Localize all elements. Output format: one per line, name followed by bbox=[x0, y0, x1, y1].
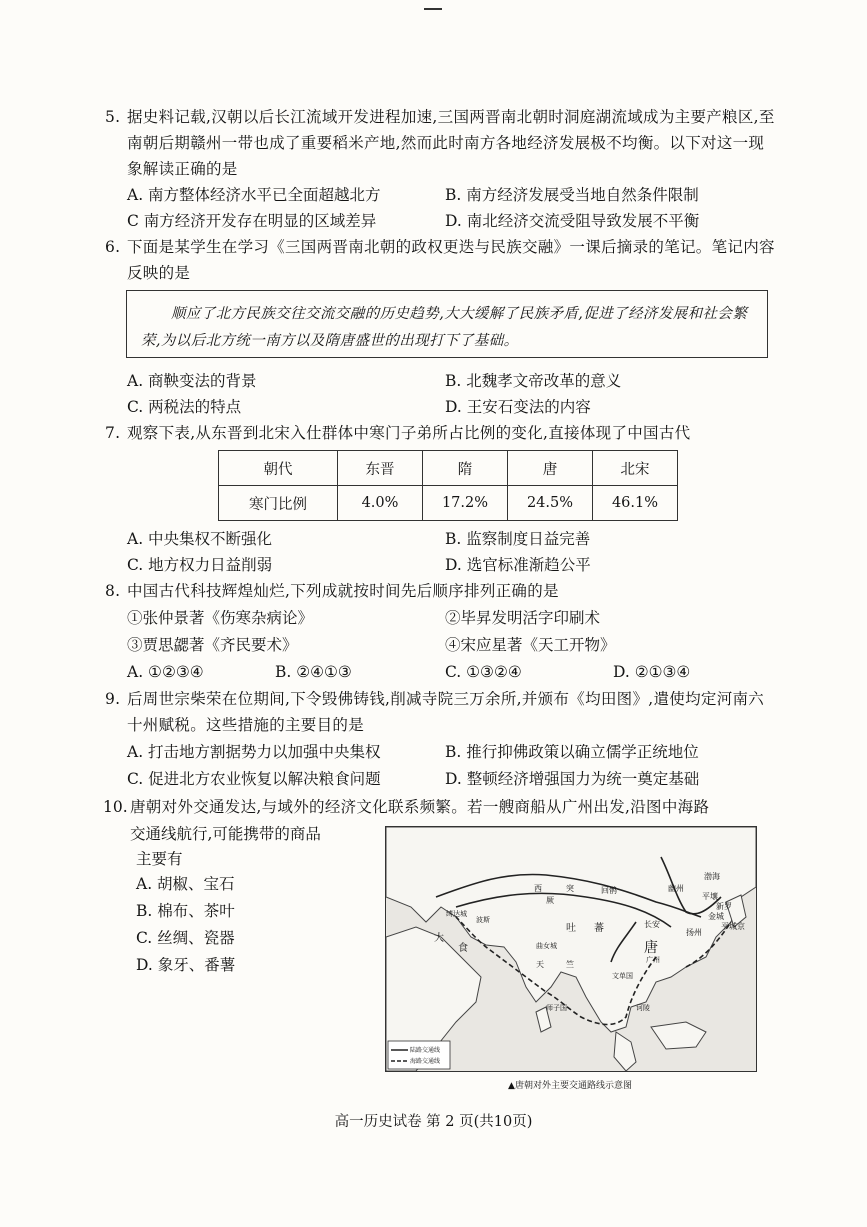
table-header-cell: 东晋 bbox=[338, 451, 423, 486]
quote-box: 顺应了北方民族交往交流交融的历史趋势,大大缓解了民族矛盾,促进了经济发展和社会繁荣,为以后北方统一南方以及隋唐盛世的出现打下了基础。 bbox=[126, 290, 768, 358]
map-label: 厥 bbox=[546, 896, 554, 905]
option-c[interactable]: C. 地方权力日益削弱 bbox=[127, 556, 273, 574]
legend-sea: 海路交通线 bbox=[410, 1058, 441, 1065]
option-c[interactable]: C. ①③②④ bbox=[445, 663, 522, 681]
table-header-cell: 朝代 bbox=[219, 451, 338, 486]
option-a[interactable]: A. 胡椒、宝石 bbox=[136, 875, 235, 893]
map-label: 突 bbox=[566, 884, 574, 893]
map-label: 平壤 bbox=[702, 892, 718, 901]
option-d[interactable]: D. 象牙、番薯 bbox=[136, 956, 236, 974]
question-7 bbox=[105, 420, 775, 446]
question-8 bbox=[105, 578, 775, 604]
map-label: 食 bbox=[458, 943, 468, 954]
option-c[interactable]: C. 丝绸、瓷器 bbox=[136, 929, 235, 947]
option-b[interactable]: B. 棉布、茶叶 bbox=[136, 902, 235, 920]
map-label: 回鹘 bbox=[601, 886, 617, 895]
question-9 bbox=[105, 686, 775, 738]
question-stem: 下面是某学生在学习《三国两晋南北朝的政权更迭与民族交融》一课后摘录的笔记。笔记内容反映的是 bbox=[127, 238, 775, 282]
option-a[interactable]: A. 南方整体经济水平已全面超越北方 bbox=[127, 186, 381, 204]
option-b[interactable]: B. 北魏孝文帝改革的意义 bbox=[445, 372, 622, 390]
option-b[interactable]: B. 南方经济发展受当地自然条件限制 bbox=[445, 186, 699, 204]
question-number: 7. bbox=[105, 424, 121, 442]
table-row bbox=[219, 486, 678, 521]
map-label: 广州 bbox=[646, 956, 660, 964]
item-1: ①张仲景著《伤寒杂病论》 bbox=[127, 609, 314, 627]
option-c[interactable]: C. 促进北方农业恢复以解决粮食问题 bbox=[127, 770, 381, 788]
map-label: 扬州 bbox=[686, 928, 702, 937]
table-header-cell: 北宋 bbox=[593, 451, 678, 486]
table-cell: 寒门比例 bbox=[219, 486, 338, 521]
top-mark bbox=[424, 8, 442, 10]
option-a[interactable]: A. ①②③④ bbox=[127, 663, 204, 681]
option-c[interactable]: C 南方经济开发存在明显的区域差异 bbox=[127, 212, 377, 230]
map-caption: ▲唐朝对外主要交通路线示意图 bbox=[508, 1081, 632, 1091]
map-label: 新罗 bbox=[716, 902, 732, 911]
option-a[interactable]: A. 商鞅变法的背景 bbox=[127, 372, 257, 390]
option-d[interactable]: D. ②①③④ bbox=[613, 663, 691, 681]
question-number: 9. bbox=[105, 690, 121, 708]
tang-route-map bbox=[385, 826, 757, 1072]
table-cell: 46.1% bbox=[593, 486, 678, 521]
map-label: 平城京 bbox=[721, 922, 745, 931]
question-stem: 中国古代科技辉煌灿烂,下列成就按时间先后顺序排列正确的是 bbox=[127, 582, 559, 600]
option-d[interactable]: D. 王安石变法的内容 bbox=[445, 398, 591, 416]
question-number: 6. bbox=[105, 238, 121, 256]
map-svg bbox=[386, 827, 756, 1071]
map-label: 渤海 bbox=[704, 872, 720, 881]
map-label: 缚达城 bbox=[446, 910, 467, 918]
map-label: 竺 bbox=[566, 960, 574, 969]
item-2: ②毕昇发明活字印刷术 bbox=[445, 609, 601, 627]
table-cell: 17.2% bbox=[423, 486, 508, 521]
map-label: 西 bbox=[534, 884, 542, 893]
question-5 bbox=[105, 104, 775, 182]
data-table bbox=[218, 450, 678, 521]
option-b[interactable]: B. 监察制度日益完善 bbox=[445, 530, 591, 548]
legend-land: 陆路交通线 bbox=[410, 1047, 441, 1054]
table-header-row bbox=[219, 451, 678, 486]
map-label: 文单国 bbox=[612, 972, 633, 980]
option-c[interactable]: C. 两税法的特点 bbox=[127, 398, 242, 416]
option-b[interactable]: B. 推行抑佛政策以确立儒学正统地位 bbox=[445, 743, 699, 761]
question-stem: 后周世宗柴荣在位期间,下令毁佛铸钱,削减寺院三万余所,并颁布《均田图》,遣使均定河南六十州赋税。这些措施的主要目的是 bbox=[127, 690, 765, 734]
map-label: 幽州 bbox=[668, 884, 684, 893]
map-label: 大 bbox=[434, 933, 444, 944]
option-b[interactable]: B. ②④①③ bbox=[275, 663, 352, 681]
question-stem: 唐朝对外交通发达,与域外的经济文化联系频繁。若一艘商船从广州出发,沿图中海路 bbox=[130, 798, 710, 816]
question-stem-cont: 交通线航行,可能携带的商品 bbox=[130, 825, 321, 843]
table-cell: 24.5% bbox=[508, 486, 593, 521]
question-number: 8. bbox=[105, 582, 121, 600]
map-label: 蕃 bbox=[594, 923, 604, 934]
item-4: ④宋应星著《天工开物》 bbox=[445, 636, 616, 654]
question-stem: 观察下表,从东晋到北宋入仕群体中寒门子弟所占比例的变化,直接体现了中国古代 bbox=[127, 424, 691, 442]
map-label: 师子国 bbox=[546, 1004, 567, 1012]
item-3: ③贾思勰著《齐民要术》 bbox=[127, 636, 298, 654]
question-stem: 据史料记载,汉朝以后长江流域开发进程加速,三国两晋南北朝时洞庭湖流域成为主要产粮区,至南朝后期赣州一带也成了重要稻米产地,然而此时南方各地经济发展极不均衡。以下对这一现象解读正确的是 bbox=[127, 108, 775, 178]
option-a[interactable]: A. 打击地方割据势力以加强中央集权 bbox=[127, 743, 381, 761]
page-footer: 高一历史试卷 第 2 页(共10页) bbox=[334, 1114, 533, 1130]
question-stem-cont: 主要有 bbox=[136, 850, 183, 868]
option-d[interactable]: D. 南北经济交流受阻导致发展不平衡 bbox=[445, 212, 700, 230]
map-label: 吐 bbox=[566, 923, 576, 934]
option-d[interactable]: D. 整顿经济增强国力为统一奠定基础 bbox=[445, 770, 700, 788]
map-label: 长安 bbox=[644, 920, 660, 929]
table-cell: 4.0% bbox=[338, 486, 423, 521]
question-number: 10. bbox=[103, 798, 128, 816]
map-label: 唐 bbox=[644, 940, 658, 956]
option-d[interactable]: D. 选官标准渐趋公平 bbox=[445, 556, 591, 574]
option-a[interactable]: A. 中央集权不断强化 bbox=[127, 530, 273, 548]
map-label: 天 bbox=[536, 960, 544, 969]
question-number: 5. bbox=[105, 108, 121, 126]
map-label: 诃陵 bbox=[636, 1004, 650, 1012]
map-label: 波斯 bbox=[476, 916, 490, 924]
map-label: 金城 bbox=[708, 912, 724, 921]
map-label: 曲女城 bbox=[536, 942, 557, 950]
table-header-cell: 隋 bbox=[423, 451, 508, 486]
table-header-cell: 唐 bbox=[508, 451, 593, 486]
question-6 bbox=[105, 234, 775, 286]
